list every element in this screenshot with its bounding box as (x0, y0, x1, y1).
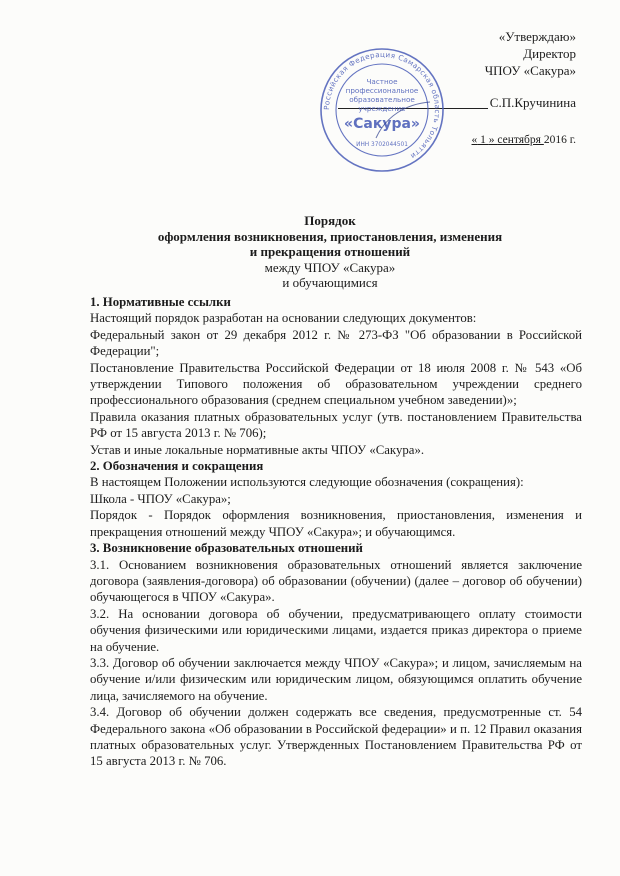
organization-name: ЧПОУ «Сакура» (484, 63, 576, 78)
title-line-2: оформления возникновения, приостановления, изменения (157, 228, 503, 244)
section-1-paragraph-4: Правила оказания платных образовательных услуг (утв. постановлением Правительства РФ от 15 августа 2013 г. № 706); (90, 409, 582, 441)
stamp-outer-text: Российская Федерация Самарская область Тольятти (321, 49, 443, 161)
date-close: » (488, 134, 498, 146)
section-2-paragraph-1: В настоящем Положении используются следующие обозначения (сокращения): (90, 475, 524, 490)
date-year: 2016 г. (543, 134, 576, 146)
section-3-paragraph-4: 3.4. Договор об обучении должен содержать все сведения, предусмотренные ст. 54 Федерального закона «Об образовании в Российской федерации» и п. 12 Правил оказания платных образовательных услуг. Утвержденных Постановлением Правительства РФ от 15 августа 2013 г. № 706. (90, 705, 582, 769)
date-open: « (471, 134, 478, 146)
document-title (70, 213, 590, 291)
section-1-paragraph-2: Федеральный закон от 29 декабря 2012 г. № 273-ФЗ "Об образовании в Российской Федерации"; (90, 327, 582, 359)
section-1-paragraph-5: Устав и иные локальные нормативные акты ЧПОУ «Сакура». (90, 442, 425, 457)
title-line-4: между ЧПОУ «Сакура» (264, 259, 396, 275)
section-1-paragraph-1: Настоящий порядок разработан на основании следующих документов: (90, 311, 477, 326)
organization-stamp (318, 46, 446, 174)
section-2-paragraph-2: Школа - ЧПОУ «Сакура»; (90, 491, 231, 506)
section-1-heading: 1. Нормативные ссылки (90, 295, 231, 309)
title-line-1: Порядок (304, 213, 356, 228)
title-line-3: и прекращения отношений (249, 244, 411, 260)
section-2-heading: 2. Обозначения и сокращения (90, 459, 264, 474)
signer-name: С.П.Кручинина (489, 95, 576, 110)
date-month: сентября (497, 134, 544, 146)
stamp-org-line1: Частное (366, 77, 398, 86)
stamp-name: «Сакура» (344, 116, 420, 132)
stamp-inn: ИНН 3702044501 (356, 142, 408, 148)
director-position: Директор (523, 46, 576, 61)
section-1-paragraph-3: Постановление Правительства Российской Федерации от 18 июля 2008 г. № 543 «Об утверждении Типового положения об образовательном учреждении среднего профессионального образования (среднем специальном учебном заведении)»; (90, 360, 582, 408)
section-3-paragraph-2: 3.2. На основании договора об обучении, предусматривающего оплату стоимости обучения физическими или юридическими лицами, издается приказ директора о приеме на обучение. (90, 606, 582, 654)
section-3-paragraph-3: 3.3. Договор об обучении заключается между ЧПОУ «Сакура»; и лицом, зачисляемым на обучение и/или физическим или юридическим лицом, обязующимся оплатить обучение лица, зачисляемого на обучение. (90, 655, 582, 703)
stamp-org-line4: учреждение (358, 104, 406, 113)
stamp-org-line2: профессиональное (345, 86, 419, 95)
stamp-org-line3: образовательное (349, 95, 415, 104)
section-3-paragraph-1: 3.1. Основанием возникновения образовательных отношений является заключение договора (заявления-договора) об образовании (обучении) (далее – договор об обучении) обучающегося в ЧПОУ «Сакура». (90, 557, 582, 605)
date-day: 1 (477, 134, 489, 146)
section-2-paragraph-3: Порядок - Порядок оформления возникновения, приостановления, изменения и прекращения отношений между ЧПОУ «Сакура»; и обучающимся. (90, 508, 582, 539)
section-3-heading: 3. Возникновение образовательных отношений (90, 541, 363, 556)
approve-word: «Утверждаю» (498, 29, 576, 44)
title-line-5: и обучающимися (282, 275, 378, 291)
document-body (90, 294, 582, 770)
